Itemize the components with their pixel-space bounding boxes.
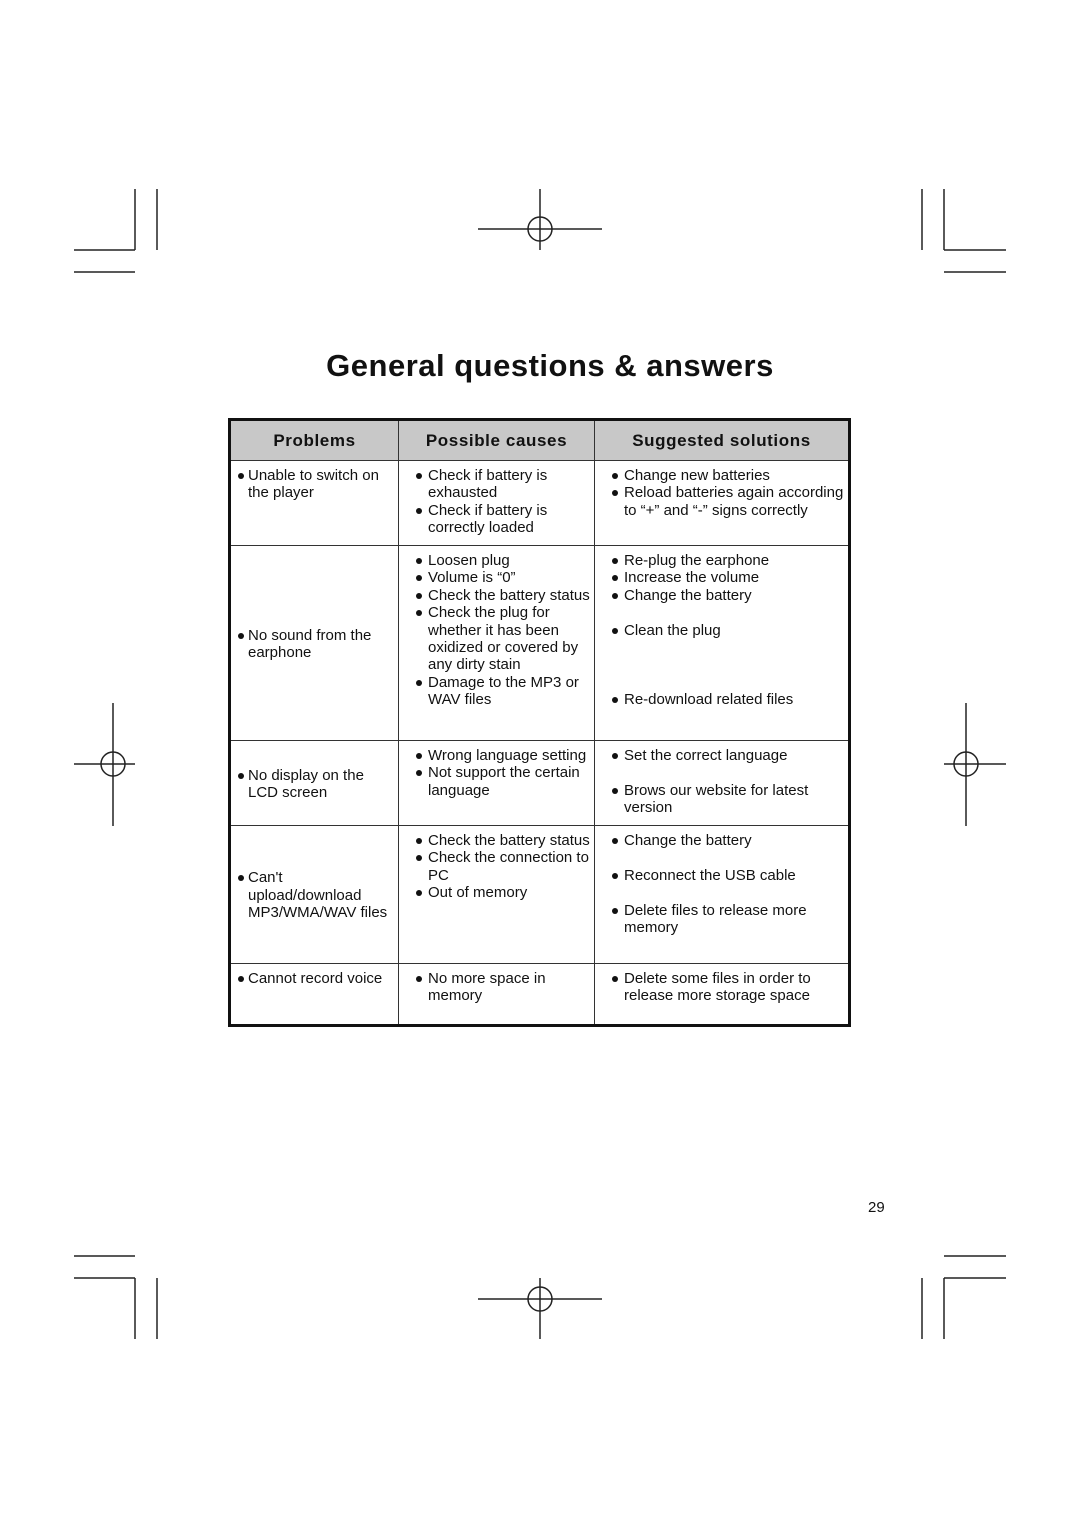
causes-cell bbox=[399, 546, 595, 741]
causes-cell bbox=[399, 826, 595, 964]
solutions-cell bbox=[595, 546, 850, 741]
solutions-cell bbox=[595, 964, 850, 1026]
list-item: Unable to switch on the player bbox=[237, 467, 394, 502]
list-item: Re-plug the earphone bbox=[601, 552, 844, 569]
table-row bbox=[230, 741, 850, 826]
list-item: Set the correct language bbox=[601, 747, 844, 764]
solutions-cell bbox=[595, 826, 850, 964]
problem-cell bbox=[230, 964, 399, 1026]
list-item: Reload batteries again according to “+” and “-” signs correctly bbox=[601, 484, 844, 519]
list-item: Change new batteries bbox=[601, 467, 844, 484]
table-row bbox=[230, 461, 850, 546]
list-item: Cannot record voice bbox=[237, 970, 398, 987]
page-number: 29 bbox=[868, 1199, 885, 1216]
header-possible-causes: Possible causes bbox=[399, 420, 595, 461]
list-item: Check the battery status bbox=[405, 587, 590, 604]
list-item: Clean the plug bbox=[601, 622, 844, 639]
qa-table bbox=[228, 418, 851, 1027]
list-item: Check if battery is correctly loaded bbox=[405, 502, 590, 537]
problem-cell bbox=[230, 461, 399, 546]
list-item: Delete files to release more memory bbox=[601, 902, 844, 937]
list-item: Not support the certain language bbox=[405, 764, 590, 799]
list-item: Out of memory bbox=[405, 884, 590, 901]
page-title: General questions & answers bbox=[326, 348, 774, 383]
list-item: Volume is “0” bbox=[405, 569, 590, 586]
list-item: No sound from the earphone bbox=[237, 627, 394, 662]
causes-cell bbox=[399, 964, 595, 1026]
list-item: No display on the LCD screen bbox=[237, 767, 394, 802]
list-item: Re-download related files bbox=[601, 691, 844, 708]
list-item: Check the connection to PC bbox=[405, 849, 590, 884]
causes-cell bbox=[399, 461, 595, 546]
table-row bbox=[230, 964, 850, 1026]
problem-cell bbox=[230, 826, 399, 964]
list-item: No more space in memory bbox=[405, 970, 590, 1005]
list-item: Check if battery is exhausted bbox=[405, 467, 590, 502]
table-row bbox=[230, 826, 850, 964]
problem-cell bbox=[230, 741, 399, 826]
list-item: Increase the volume bbox=[601, 569, 844, 586]
problem-cell bbox=[230, 546, 399, 741]
table-header-row bbox=[230, 420, 850, 461]
list-item: Change the battery bbox=[601, 832, 844, 849]
header-suggested-solutions: Suggested solutions bbox=[595, 420, 850, 461]
list-item: Damage to the MP3 or WAV files bbox=[405, 674, 590, 709]
list-item: Brows our website for latest version bbox=[601, 782, 844, 817]
list-item: Check the plug for whether it has been oxidized or covered by any dirty stain bbox=[405, 604, 590, 674]
list-item: Can't upload/download MP3/WMA/WAV files bbox=[237, 869, 394, 921]
list-item: Check the battery status bbox=[405, 832, 590, 849]
table-row bbox=[230, 546, 850, 741]
list-item: Delete some files in order to release more storage space bbox=[601, 970, 844, 1005]
list-item: Change the battery bbox=[601, 587, 844, 604]
solutions-cell bbox=[595, 741, 850, 826]
header-problems: Problems bbox=[230, 420, 399, 461]
list-item: Wrong language setting bbox=[405, 747, 590, 764]
list-item: Reconnect the USB cable bbox=[601, 867, 844, 884]
list-item: Loosen plug bbox=[405, 552, 590, 569]
causes-cell bbox=[399, 741, 595, 826]
solutions-cell bbox=[595, 461, 850, 546]
